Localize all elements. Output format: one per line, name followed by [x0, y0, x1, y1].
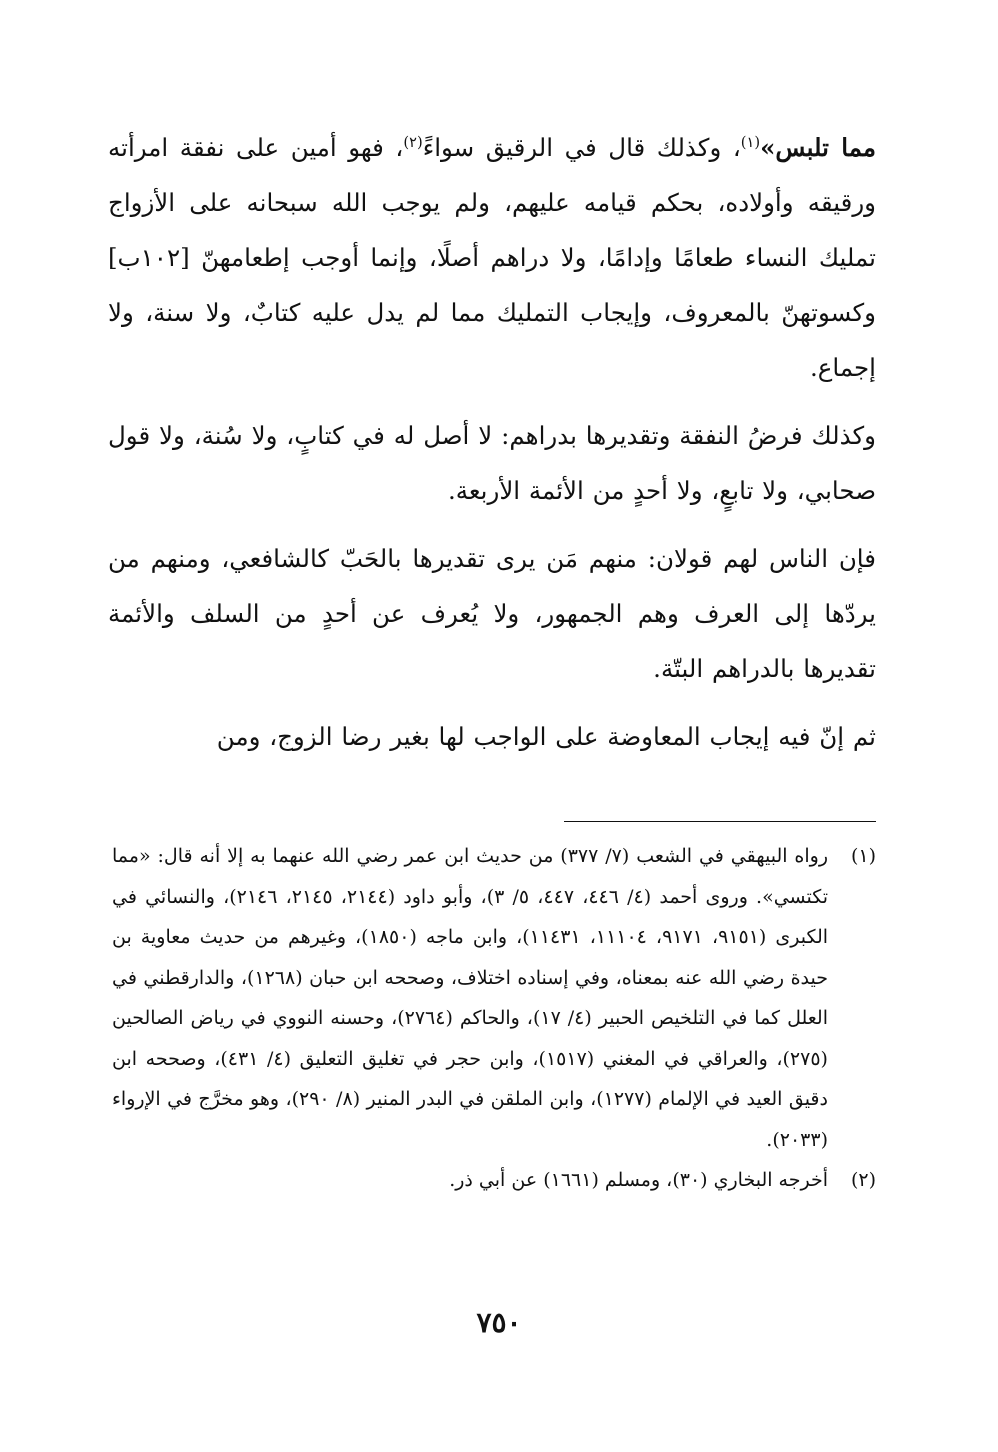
quote-end-bold: مما تلبس» — [760, 133, 876, 162]
footnote-ref-1[interactable]: (١) — [740, 133, 761, 151]
footnote-1 — [112, 836, 876, 1160]
paragraph-3: فإن الناس لهم قولان: منهم مَن يرى تقديرها بالحَبّ كالشافعي، ومنهم من يردّها إلى العرف وهم الجمهور، ولا يُعرف عن أحدٍ من السلف والأئمة تقديرها بالدراهم البتّة. — [108, 544, 876, 683]
footnote-ref-2[interactable]: (٢) — [403, 133, 423, 151]
main-text — [108, 120, 876, 764]
paragraph-2: وكذلك فرضُ النفقة وتقديرها بدراهم: لا أصل له في كتابٍ، ولا سُنة، ولا قول صحابي، ولا تابعٍ، ولا أحدٍ من الأئمة الأربعة. — [108, 421, 876, 505]
footnote-number: (١) — [850, 845, 876, 867]
footnote-number: (٢) — [850, 1169, 876, 1191]
paragraph-1-mid: ، وكذلك قال في الرقيق سواءً — [422, 133, 741, 162]
paragraph-1-rest: ، فهو أمين على نفقة امرأته ورقيقه وأولاده، بحكم قيامه عليهم، ولم يوجب الله سبحانه على الأزواج تمليك النساء طعامًا وإدامًا، ولا دراهم أصلًا، وإنما أوجب إطعامهنّ [١٠٢ب] وكسوتهنّ بالمعروف، وإيجاب التمليك مما لم يدل عليه كتابٌ، ولا سنة، ولا إجماع. — [108, 133, 876, 382]
page-number: ٧٥٠ — [476, 1306, 522, 1339]
paragraph-4: ثم إنّ فيه إيجاب المعاوضة على الواجب لها بغير رضا الزوج، ومن — [216, 722, 876, 751]
footnote-text: أخرجه البخاري (٣٠)، ومسلم (١٦٦١) عن أبي ذر. — [449, 1169, 828, 1191]
footnote-2 — [112, 1160, 876, 1201]
paragraph-1 — [108, 120, 876, 395]
footnote-text: رواه البيهقي في الشعب (٧/ ٣٧٧) من حديث ابن عمر رضي الله عنهما به إلا أنه قال: «مما تكتسي». وروى أحمد (٤/ ٤٤٦، ٤٤٧، ٥/ ٣)، وأبو داود (٢١٤٤، ٢١٤٥، ٢١٤٦)، والنسائي في الكبرى (٩١٥١، ٩١٧١، ١١١٠٤، ١١٤٣١)، وابن ماجه (١٨٥٠)، وغيرهم من حديث معاوية بن حيدة رضي الله عنه بمعناه، وفي إسناده اختلاف، وصححه ابن حبان (١٢٦٨)، والدارقطني في العلل كما في التلخيص الحبير (٤/ ١٧)، والحاكم (٢٧٦٤)، وحسنه النووي في رياض الصالحين (٢٧٥)، والعراقي في المغني (١٥١٧)، وابن حجر في تغليق التعليق (٤/ ٤٣١)، وصححه ابن دقيق العيد في الإلمام (١٢٧٧)، وابن الملقن في البدر المنير (٨/ ٢٩٠)، وهو مخرَّج في الإرواء (٢٠٣٣). — [112, 845, 829, 1151]
footnotes-section — [112, 836, 876, 1201]
footnote-separator — [564, 821, 876, 822]
